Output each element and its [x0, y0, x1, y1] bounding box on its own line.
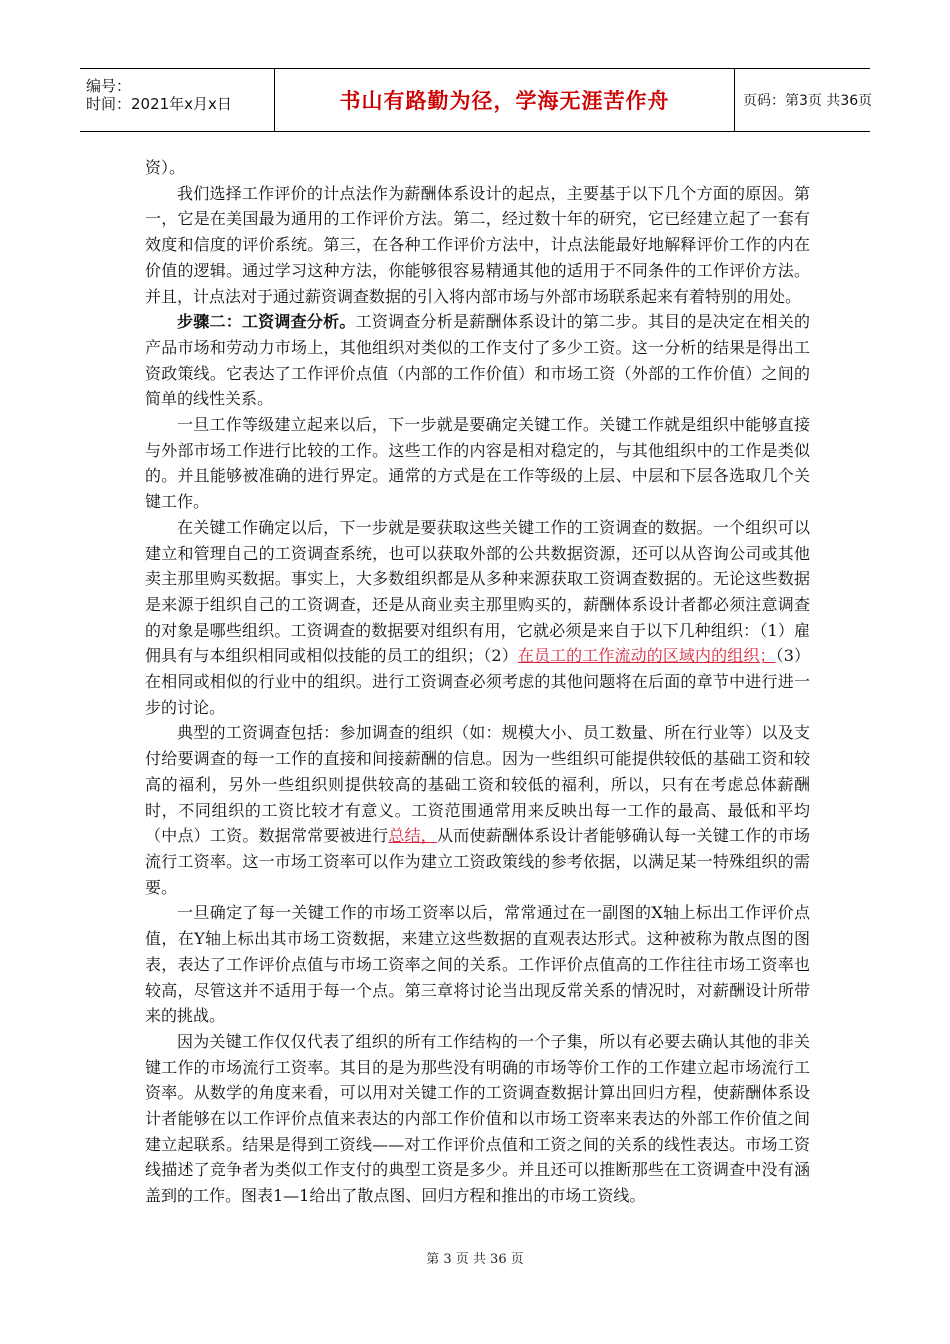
header-motto: 书山有路勤为径，学海无涯苦作舟	[339, 89, 670, 113]
typical-survey-text-b: 从而使薪酬体系设计者能够确认每一关键工作的市场流行工资率。这一市场工资率可以作为建立工资政策线的参考依据，以满足某一特殊组织的需要。	[145, 826, 810, 897]
paragraph-key-jobs: 一旦工作等级建立起来以后，下一步就是要确定关键工作。关键工作就是组织中能够直接与外部市场工作进行比较的工作。这些工作的内容是相对稳定的，与其他组织中的工作是类似的。并且能够被准确的进行界定。通常的方式是在工作等级的上层、中层和下层各选取几个关键工作。	[145, 415, 810, 512]
survey-data-text-a: 在关键工作确定以后，下一步就是要获取这些关键工作的工资调查的数据。一个组织可以建立和管理自己的工资调查系统，也可以获取外部的公共数据资源，还可以从咨询公司或其他卖主那里购买数据。事实上，大多数组织都是从多种来源获取工资调查数据的。无论这些数据是来源于组织自己的工资调查，还是从商业卖主那里购买的，薪酬体系设计者都必须注意调查的对象是哪些组织。工资调查的数据要对组织有用，它就必须是来自于以下几种组织：（1）雇佣具有与本组织相同或相似技能的员工的组织；（2）	[145, 517, 810, 666]
document-code-label: 编号：	[86, 77, 132, 95]
page-header	[80, 68, 873, 132]
annotated-text-labor-market: 在员工的工作流动的区域内的组织；	[517, 646, 776, 666]
paragraph-scatter-plot: 一旦确定了每一关键工作的市场工资率以后，常常通过在一副图的X轴上标出工作评价点值，在Y轴上标出其市场工资数据，来建立这些数据的直观表达形式。这种被称为散点图的图表，表达了工作评价点值与市场工资率之间的关系。工作评价点值高的工作往往市场工资率也较高，尽管这并不适用于每一个点。第三章将讨论当出现反常关系的情况时，对薪酬设计所带来的挑战。	[145, 903, 810, 1026]
paragraph-continuation: 资）。	[145, 158, 186, 177]
paragraph-step-two	[145, 309, 810, 412]
annotated-text-summary: 总结，	[388, 826, 438, 846]
step-two-heading: 步骤二：工资调查分析。	[177, 312, 356, 332]
document-body	[145, 155, 810, 1209]
paragraph-regression: 因为关键工作仅仅代表了组织的所有工作结构的一个子集，所以有必要去确认其他的非关键工作的市场流行工资率。其目的是为那些没有明确的市场等价工作的工作建立起市场流行工资率。从数学的角度来看，可以用对关键工作的工资调查数据计算出回归方程，使薪酬体系设计者能够在以工作评价点值来表达的内部工作价值和以市场工资率来表达的外部工作价值之间建立起联系。结果是得到工资线——对工作评价点值和工资之间的关系的线性表达。市场工资线描述了竞争者为类似工作支付的典型工资是多少。并且还可以推断那些在工资调查中没有涵盖到的工作。图表1—1给出了散点图、回归方程和推出的市场工资线。	[145, 1031, 810, 1206]
document-time-label: 时间：2021年x月x日	[86, 95, 232, 113]
header-page-info: 页码：第3页 共36页	[743, 93, 873, 109]
typical-survey-text-a: 典型的工资调查包括：参加调查的组织（如：规模大小、员工数量、所在行业等）以及支付给要调查的每一工作的直接和间接薪酬的信息。因为一些组织可能提供较低的基础工资和较高的福利，另外一些组织则提供较高的基础工资和较低的福利，所以，只有在考虑总体薪酬时，不同组织的工资比较才有意义。工资范围通常用来反映出每一工作的最高、最低和平均（中点）工资。数据常常要被进行	[145, 723, 810, 846]
paragraph-survey-data	[145, 515, 810, 721]
paragraph-typical-survey	[145, 720, 810, 900]
paragraph-point-method: 我们选择工作评价的计点法作为薪酬体系设计的起点，主要基于以下几个方面的原因。第一，它是在美国最为通用的工作评价方法。第二，经过数十年的研究，它已经建立起了一套有效度和信度的评价系统。第三，在各种工作评价方法中，计点法能最好地解释评价工作的内在价值的逻辑。通过学习这种方法，你能够很容易精通其他的适用于不同条件的工作评价方法。并且，计点法对于通过薪资调查数据的引入将内部市场与外部市场联系起来有着特别的用处。	[145, 183, 810, 306]
step-two-text: 工资调查分析是薪酬体系设计的第二步。其目的是决定在相关的产品市场和劳动力市场上，其他组织对类似的工作支付了多少工资。这一分析的结果是得出工资政策线。它表达了工作评价点值（内部的工作价值）和市场工资（外部的工作价值）之间的简单的线性关系。	[145, 312, 810, 409]
header-motto-cell	[275, 69, 735, 131]
header-meta-cell	[80, 69, 275, 131]
survey-data-text-b: （3）在相同或相似的行业中的组织。进行工资调查必须考虑的其他问题将在后面的章节中进行进一步的讨论。	[145, 646, 810, 717]
page-footer: 第 3 页 共 36 页	[426, 1252, 524, 1267]
